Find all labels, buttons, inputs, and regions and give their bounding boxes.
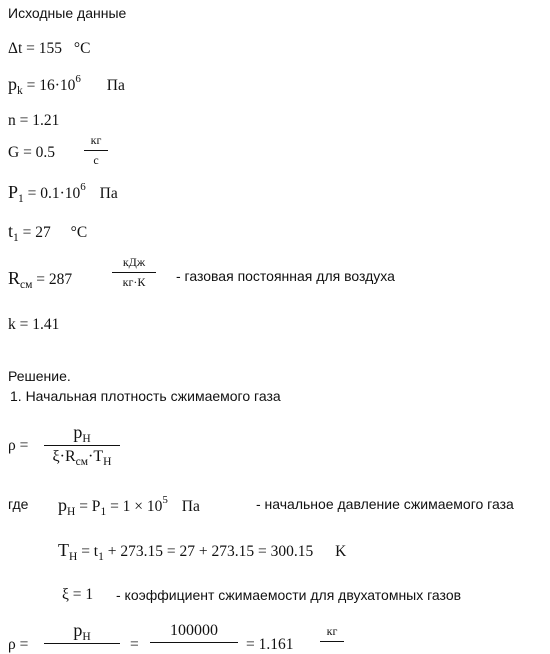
rho-den-sub1: см: [75, 456, 89, 468]
p1-subscript: 1: [18, 193, 24, 205]
p1-exponent: 6: [80, 181, 86, 193]
ph-subscript: H: [67, 506, 76, 518]
pk-symbol: p: [8, 74, 17, 94]
p1-value: = 0.1·10: [27, 185, 81, 202]
rho-numerator: [44, 422, 120, 443]
rho-den-sub2: H: [103, 456, 112, 468]
calc-symbolic-numerator: [44, 620, 120, 641]
delta-t-line: [8, 40, 90, 58]
rho-num-symbol: p: [73, 422, 83, 442]
ph-line: [58, 495, 200, 516]
calc-rho-symbol: ρ =: [8, 636, 29, 653]
pk-unit: Па: [106, 77, 125, 94]
p1-line: [8, 182, 118, 203]
p1-unit: Па: [99, 185, 118, 202]
delta-t-value: = 155: [26, 40, 63, 57]
solution-label: Решение.: [8, 368, 71, 384]
g-unit-num: кг: [90, 133, 102, 147]
fraction-bar: [44, 643, 120, 644]
rho-den-part2: ·T: [88, 448, 104, 465]
fraction-bar: [320, 641, 344, 642]
th-t-subscript: 1: [98, 551, 104, 563]
t1-value: = 27: [22, 224, 51, 241]
th-symbol: T: [58, 540, 69, 560]
rho-fraction: [44, 422, 120, 466]
calc-unit-num: кг: [326, 624, 338, 638]
calc-num-symbol: p: [73, 620, 83, 640]
calc-num-subscript: H: [82, 631, 91, 643]
r-unit-num: кДж: [122, 255, 146, 269]
t1-line: [8, 221, 87, 242]
g-line: G = 0.5: [8, 144, 56, 161]
n-line: n = 1.21: [8, 112, 60, 129]
th-eq: = t: [81, 543, 99, 560]
delta-t-unit: °C: [73, 40, 91, 57]
where-label: где: [8, 496, 29, 512]
xi-note: - коэффициент сжимаемости для двухатомных газов: [116, 587, 462, 603]
step1-heading: 1. Начальная плотность сжимаемого газа: [10, 388, 281, 404]
ph-eq: = P: [79, 498, 101, 515]
ph-unit: Па: [181, 498, 200, 515]
ph-note: - начальное давление сжимаемого газа: [256, 496, 514, 512]
r-line: [8, 268, 72, 289]
fraction-bar: [112, 272, 156, 273]
delta-t-symbol: Δt: [8, 40, 23, 57]
fraction-bar: [150, 642, 238, 643]
ph-exponent: 5: [162, 494, 168, 506]
rho-den-part1: ξ·R: [52, 448, 76, 465]
r-unit-fraction: [112, 255, 156, 290]
xi-line: ξ = 1: [62, 586, 94, 603]
pk-value: = 16·10: [26, 77, 76, 94]
r-symbol: R: [8, 268, 21, 288]
t1-subscript: 1: [13, 232, 19, 244]
r-subscript: см: [20, 279, 33, 291]
t1-symbol: t: [8, 221, 14, 241]
th-rest: + 273.15 = 27 + 273.15 = 300.15: [107, 543, 314, 560]
calc-equals: =: [130, 636, 139, 653]
t1-unit: °C: [70, 224, 88, 241]
rho-denominator: [44, 448, 120, 466]
ph-symbol: p: [58, 495, 67, 515]
calc-unit-fraction: [320, 624, 344, 644]
rho-symbol: ρ =: [8, 437, 29, 454]
th-line: [58, 540, 346, 561]
pk-exponent: 6: [75, 73, 81, 85]
r-unit-den: кг·К: [122, 275, 146, 289]
rho-num-subscript: H: [82, 433, 91, 445]
p1-symbol: P: [8, 182, 19, 202]
calc-fraction-numeric: [150, 622, 238, 645]
ph-value: = 1 × 10: [110, 498, 163, 515]
heading: Исходные данные: [8, 5, 127, 21]
calc-result: = 1.161: [246, 636, 294, 653]
th-subscript: H: [69, 551, 78, 563]
g-unit-fraction: [84, 133, 108, 168]
th-unit: K: [335, 543, 347, 560]
fraction-bar: [84, 150, 108, 151]
pk-line: [8, 74, 125, 95]
g-unit-den: с: [93, 153, 99, 167]
r-value: = 287: [36, 271, 73, 288]
calc-numeric-numerator: 100000: [170, 622, 218, 639]
pk-subscript: k: [17, 85, 23, 97]
ph-p-subscript: 1: [100, 506, 107, 518]
r-note: - газовая постоянная для воздуха: [176, 268, 395, 284]
calc-fraction-symbolic: [44, 620, 120, 646]
fraction-bar: [44, 445, 120, 446]
k-line: k = 1.41: [8, 316, 60, 333]
